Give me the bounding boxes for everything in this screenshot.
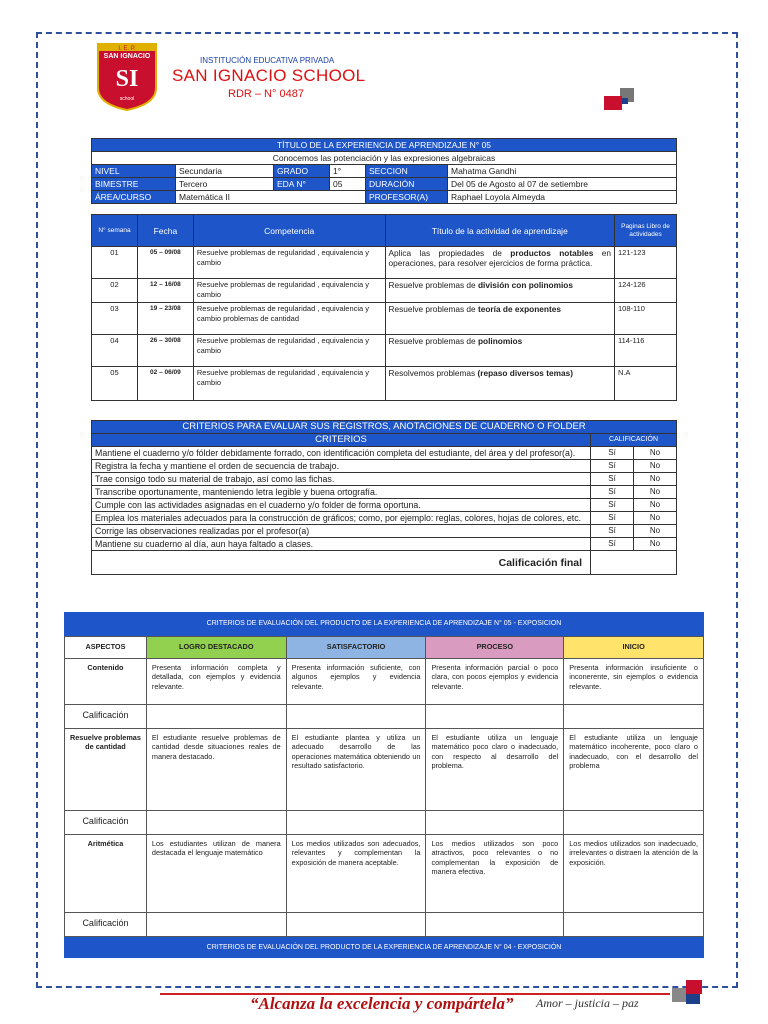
titulo-cell <box>385 335 615 367</box>
fecha-cell: 19 – 23/08 <box>137 303 193 335</box>
school-logo <box>96 42 158 112</box>
col-fecha: Fecha <box>137 215 193 247</box>
titulo-cell <box>385 247 615 279</box>
paginas-cell: 124-126 <box>615 279 677 303</box>
rubric-title: CRITERIOS DE EVALUACIÓN DEL PRODUCTO DE LA EXPERIENCIA DE APRENDIZAJE N° 05 - EXPOSICION <box>206 620 562 627</box>
titulo-bold: polinomios <box>477 336 523 346</box>
semana-cell: 01 <box>92 247 138 279</box>
paginas-cell: N.A <box>615 367 677 401</box>
criteria-row <box>92 460 677 473</box>
level-logro: LOGRO DESTACADO <box>146 636 286 658</box>
decor-squares-bottom <box>672 980 708 1006</box>
criteria-table <box>91 420 677 575</box>
criteria-text: Trae consigo todo su material de trabajo, así como las fichas. <box>92 473 591 486</box>
footer-slogan: “Alcanza la excelencia y compártela” <box>250 994 514 1013</box>
descriptor-cell: Los medios utilizados son poco atractivos, poco relevantes o no complementan la exposición de manera efectiva. <box>426 834 564 912</box>
semana-cell: 05 <box>92 367 138 401</box>
aspectos-header: ASPECTOS <box>65 636 147 658</box>
competencia-cell: Resuelve problemas de regularidad , equivalencia y cambio <box>193 367 385 401</box>
calificacion-col: CALIFICACIÓN <box>591 434 677 447</box>
no-option[interactable]: No <box>634 486 677 499</box>
level-inicio: INICIO <box>564 636 704 658</box>
logo-mark-text: SI <box>115 66 139 92</box>
col-competencia: Competencia <box>193 215 385 247</box>
calificacion-label: Calificación <box>65 912 147 936</box>
fecha-cell: 05 – 09/08 <box>137 247 193 279</box>
criteria-row <box>92 538 677 551</box>
titulo-text: Resuelve problemas de <box>388 304 478 314</box>
final-grade-cell <box>591 551 677 575</box>
rubric-row <box>65 834 704 912</box>
grado-label: GRADO <box>274 165 330 178</box>
descriptor-cell: Los estudiantes utilizan de manera destacada el lenguaje matemático <box>146 834 286 912</box>
criteria-col: CRITERIOS <box>92 434 591 447</box>
criteria-text: Emplea los materiales adecuados para la construcción de gráficos; como, por ejemplo: reglas, colores, hojas de colores, etc. <box>92 512 591 525</box>
aspect-cell: Contenido <box>65 658 147 704</box>
eda-label: EDA N° <box>274 178 330 191</box>
bimestre-label: BIMESTRE <box>92 178 176 191</box>
rubric-row <box>65 658 704 704</box>
grade-cell[interactable] <box>564 912 704 936</box>
si-option[interactable]: Sí <box>591 499 634 512</box>
rubric-table <box>64 612 704 958</box>
descriptor-cell: El estudiante resuelve problemas de cantidad desde situaciones reales de manera destacado. <box>146 728 286 810</box>
col-titulo: Título de la actividad de aprendizaje <box>385 215 615 247</box>
grade-cell[interactable] <box>426 912 564 936</box>
aspect-cell: Aritmética <box>65 834 147 912</box>
no-option[interactable]: No <box>634 460 677 473</box>
area-value: Matemática II <box>176 191 366 204</box>
final-grade-label: Calificación final <box>92 551 591 575</box>
competencia-cell: Resuelve problemas de regularidad , equivalencia y cambio problemas de cantidad <box>193 303 385 335</box>
grade-cell[interactable] <box>426 704 564 728</box>
schedule-row <box>92 247 677 279</box>
duracion-value: Del 05 de Agosto al 07 de setiembre <box>448 178 677 191</box>
schedule-table <box>91 214 677 401</box>
criteria-text: Corrige las observaciones realizadas por el profesor(a) <box>92 525 591 538</box>
grade-cell[interactable] <box>286 912 426 936</box>
descriptor-cell: El estudiante plantea y utiliza un adecuado desarrollo de las operaciones matemática obteniendo un resultado satisfactorio. <box>286 728 426 810</box>
descriptor-cell: El estudiante utiliza un lenguaje matemático poco claro o inadecuado, con respecto al desarrollo del problema. <box>426 728 564 810</box>
descriptor-cell: El estudiante utiliza un lenguaje matemático incoherente, poco claro o inadecuado, con el desarrollo del problema <box>564 728 704 810</box>
schedule-row <box>92 303 677 335</box>
paginas-cell: 108-110 <box>615 303 677 335</box>
titulo-bold: división con polinomios <box>477 280 573 290</box>
grade-cell[interactable] <box>146 810 286 834</box>
criteria-row <box>92 473 677 486</box>
nivel-value: Secundaria <box>176 165 274 178</box>
paginas-cell: 114-116 <box>615 335 677 367</box>
schedule-row <box>92 279 677 303</box>
calificacion-row <box>65 810 704 834</box>
descriptor-cell: Presenta información completa y detallada, con ejemplos y evidencia relevante. <box>146 658 286 704</box>
no-option[interactable]: No <box>634 525 677 538</box>
col-semana: N° semana <box>92 215 138 247</box>
grade-cell[interactable] <box>426 810 564 834</box>
no-option[interactable]: No <box>634 499 677 512</box>
calificacion-label: Calificación <box>65 704 147 728</box>
descriptor-cell: Los medios utilizados son adecuados, relevantes y complementan la exposición de manera aceptable. <box>286 834 426 912</box>
si-option[interactable]: Sí <box>591 460 634 473</box>
school-name: SAN IGNACIO SCHOOL <box>172 66 366 85</box>
decor-squares-top <box>604 88 640 112</box>
institution-label: INSTITUCIÓN EDUCATIVA PRIVADA <box>200 56 335 65</box>
fecha-cell: 02 – 06/09 <box>137 367 193 401</box>
competencia-cell: Resuelve problemas de regularidad , equivalencia y cambio <box>193 279 385 303</box>
schedule-row <box>92 367 677 401</box>
criteria-row <box>92 486 677 499</box>
schedule-row <box>92 335 677 367</box>
area-label: ÁREA/CURSO <box>92 191 176 204</box>
rdr-number: RDR – N° 0487 <box>228 88 304 100</box>
aspect-cell: Resuelve problemas de cantidad <box>65 728 147 810</box>
logo-top-text: I. E. P. <box>118 46 136 52</box>
semana-cell: 02 <box>92 279 138 303</box>
no-option[interactable]: No <box>634 538 677 551</box>
criteria-row <box>92 512 677 525</box>
titulo-cell <box>385 303 615 335</box>
titulo-bold: (repaso diversos temas) <box>477 368 573 378</box>
descriptor-cell: Presenta información suficiente, con algunos ejemplos y evidencia relevante. <box>286 658 426 704</box>
grade-cell[interactable] <box>286 810 426 834</box>
fecha-cell: 12 – 16/08 <box>137 279 193 303</box>
criteria-text: Registra la fecha y mantiene el orden de secuencia de trabajo. <box>92 460 591 473</box>
si-option[interactable]: Sí <box>591 538 634 551</box>
col-paginas: Paginas Libro de actividades <box>615 215 677 247</box>
titulo-text: Resuelve problemas de <box>388 280 478 290</box>
seccion-value: Mahatma Gandhi <box>448 165 677 178</box>
titulo-bold: teoría de exponentes <box>477 304 561 314</box>
eda-value: 05 <box>330 178 366 191</box>
si-option[interactable]: Sí <box>591 486 634 499</box>
competencia-cell: Resuelve problemas de regularidad , equivalencia y cambio <box>193 335 385 367</box>
titulo-cell <box>385 367 615 401</box>
descriptor-cell: Presenta información insuficiente o inconerente, sin ejemplos o evidencia relevante. <box>564 658 704 704</box>
no-option[interactable]: No <box>634 512 677 525</box>
no-option[interactable]: No <box>634 447 677 460</box>
nivel-label: NIVEL <box>92 165 176 178</box>
logo-bottom-text: school <box>119 96 135 102</box>
info-subtitle: Conocemos las potenciación y las expresiones algebraicas <box>92 152 677 165</box>
criteria-row <box>92 525 677 538</box>
grade-cell[interactable] <box>564 810 704 834</box>
logo-name-text: SAN IGNACIO <box>103 53 151 60</box>
footer-motto: Amor – justicia – paz <box>536 996 639 1010</box>
titulo-cell <box>385 279 615 303</box>
duracion-label: DURACIÓN <box>366 178 448 191</box>
rubric-footer: CRITERIOS DE EVALUACIÓN DEL PRODUCTO DE LA EXPERIENCIA DE APRENDIZAJE N° 04 - EXPOSICIÓN <box>206 943 562 951</box>
descriptor-cell: Presenta información parcial o poco clara, con pocos ejemplos y evidencia relevante. <box>426 658 564 704</box>
criteria-text: Mantiene su cuaderno al día, aun haya faltado a clases. <box>92 538 591 551</box>
profesor-label: PROFESOR(A) <box>366 191 448 204</box>
calificacion-row <box>65 912 704 936</box>
si-option[interactable]: Sí <box>591 447 634 460</box>
titulo-text: Resolvemos problemas <box>388 368 478 378</box>
seccion-label: SECCION <box>366 165 448 178</box>
calificacion-label: Calificación <box>65 810 147 834</box>
no-option[interactable]: No <box>634 473 677 486</box>
grado-value: 1° <box>330 165 366 178</box>
titulo-bold: productos notables <box>510 248 594 258</box>
criteria-row <box>92 447 677 460</box>
info-table <box>91 138 677 204</box>
grade-cell[interactable] <box>146 704 286 728</box>
criteria-text: Mantiene el cuaderno y/o fólder debidamente forrado, con identificación completa del estudiante, del área y del profesor(a). <box>92 447 591 460</box>
semana-cell: 04 <box>92 335 138 367</box>
info-title: TÍTULO DE LA EXPERIENCIA DE APRENDIZAJE N° 05 <box>92 139 677 152</box>
grade-cell[interactable] <box>286 704 426 728</box>
grade-cell[interactable] <box>564 704 704 728</box>
titulo-text: Resuelve problemas de <box>388 336 478 346</box>
criteria-row <box>92 499 677 512</box>
level-proceso: PROCESO <box>426 636 564 658</box>
titulo-rest: en operaciones, para resolver ejercicios de forma práctica. <box>388 248 612 268</box>
si-option[interactable]: Sí <box>591 512 634 525</box>
descriptor-cell: Los medios utilizados son inadecuado, irrelevantes o distraen la atención de la exposición. <box>564 834 704 912</box>
criteria-title: CRITERIOS PARA EVALUAR SUS REGISTROS, ANOTACIONES DE CUADERNO O FOLDER <box>92 421 677 434</box>
criteria-text: Cumple con las actividades asignadas en el cuaderno y/o folder de forma oportuna. <box>92 499 591 512</box>
bimestre-value: Tercero <box>176 178 274 191</box>
level-satisfactorio: SATISFACTORIO <box>286 636 426 658</box>
grade-cell[interactable] <box>146 912 286 936</box>
calificacion-row <box>65 704 704 728</box>
paginas-cell: 121-123 <box>615 247 677 279</box>
competencia-cell: Resuelve problemas de regularidad , equivalencia y cambio <box>193 247 385 279</box>
fecha-cell: 26 – 30/08 <box>137 335 193 367</box>
si-option[interactable]: Sí <box>591 525 634 538</box>
semana-cell: 03 <box>92 303 138 335</box>
titulo-text: Aplica las propiedades de <box>388 248 511 258</box>
rubric-row <box>65 728 704 810</box>
si-option[interactable]: Sí <box>591 473 634 486</box>
profesor-value: Raphael Loyola Almeyda <box>448 191 677 204</box>
criteria-text: Transcribe oportunamente, manteniendo letra legible y buena ortografía. <box>92 486 591 499</box>
